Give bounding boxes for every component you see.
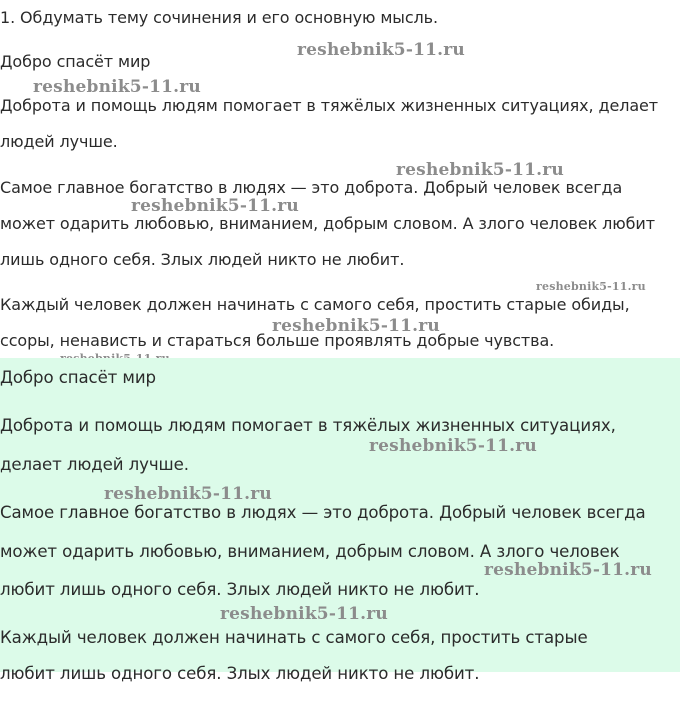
watermark: reshebnik5-11.ru	[220, 604, 388, 624]
highlight-line: Самое главное богатство в людях — это доброта. Добрый человек всегда	[0, 503, 646, 522]
watermark: reshebnik5-11.ru	[272, 316, 440, 336]
watermark: reshebnik5-11.ru	[484, 560, 652, 580]
watermark: reshebnik5-11.ru	[396, 160, 564, 180]
plan-line: людей лучше.	[0, 132, 118, 151]
plan-title: Добро спасёт мир	[0, 52, 151, 71]
watermark: reshebnik5-11.ru	[104, 484, 272, 504]
watermark: reshebnik5-11.ru	[33, 77, 201, 97]
highlight-title: Добро спасёт мир	[0, 368, 156, 387]
plan-line: может одарить любовью, вниманием, добрым словом. А злого человек любит	[0, 214, 655, 233]
task-heading: 1. Обдумать тему сочинения и его основную мысль.	[0, 8, 438, 27]
highlight-line-cut: любит лишь одного себя. Злых людей никто не любит.	[0, 664, 480, 683]
plan-line: лишь одного себя. Злых людей никто не любит.	[0, 250, 405, 269]
highlight-line: может одарить любовью, вниманием, добрым словом. А злого человек	[0, 542, 620, 561]
plan-line: Доброта и помощь людям помогает в тяжёлых жизненных ситуациях, делает	[0, 96, 659, 115]
highlight-line: делает людей лучше.	[0, 455, 189, 474]
watermark: reshebnik5-11.ru	[369, 436, 537, 456]
watermark: reshebnik5-11.ru	[536, 280, 646, 293]
highlight-line: любит лишь одного себя. Злых людей никто не любит.	[0, 580, 480, 599]
highlighted-text-panel	[0, 358, 680, 683]
highlight-line: Доброта и помощь людям помогает в тяжёлых жизненных ситуациях,	[0, 416, 616, 435]
plan-line: ссоры, ненависть и стараться больше проявлять добрые чувства.	[0, 331, 555, 350]
plan-line: Каждый человек должен начинать с самого себя, простить старые обиды,	[0, 295, 630, 314]
watermark: reshebnik5-11.ru	[297, 40, 465, 60]
highlight-line: Каждый человек должен начинать с самого себя, простить старые	[0, 628, 588, 647]
watermark: reshebnik5-11.ru	[131, 196, 299, 216]
plan-line: Самое главное богатство в людях — это доброта. Добрый человек всегда	[0, 178, 623, 197]
